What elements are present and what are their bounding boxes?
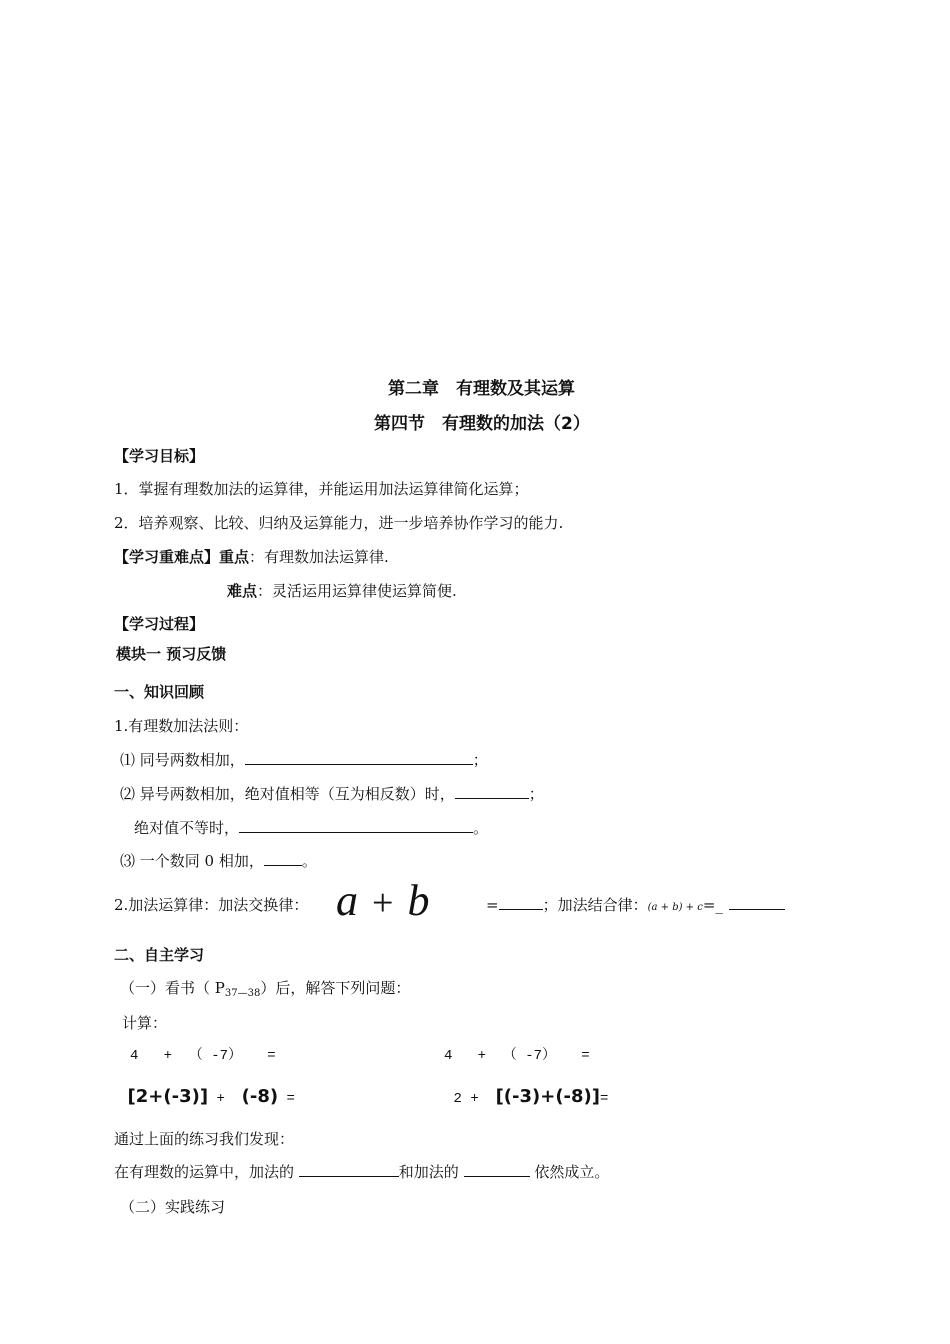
rule1-line: [120, 749, 488, 770]
self-study-heading: 二、自主学习: [114, 946, 205, 964]
conclusion-suffix: 依然成立。: [529, 1163, 610, 1181]
right-calc-1: 4 + （ -7） =: [444, 1048, 590, 1064]
part1-prefix: （一）看书（ P: [120, 979, 225, 997]
keypoints-heading: 【学习重难点】: [114, 548, 220, 566]
rule2b-blank[interactable]: [239, 817, 473, 833]
rule2-prefix: ⑵ 异号两数相加，绝对值相等（互为相反数）时，: [120, 785, 455, 803]
conclusion-mid: 和加法的: [398, 1163, 464, 1181]
rule2-blank[interactable]: [455, 783, 529, 799]
left-term: (-8): [241, 1086, 279, 1107]
rule1-prefix: ⑴ 同号两数相加，: [120, 751, 245, 769]
left-bracket-expr: [2+(-3)]: [127, 1086, 209, 1107]
rule2-suffix: ；: [528, 785, 544, 803]
difficulty-label: 难点: [227, 582, 258, 600]
left-calc-1: 4 + （ -7） =: [130, 1048, 276, 1064]
rule3-blank[interactable]: [264, 850, 302, 866]
part1-suffix: ）后，解答下列问题：: [260, 979, 411, 997]
conclusion-prefix: 在有理数的运算中，加法的: [114, 1163, 299, 1181]
part1-pages: 37—38: [224, 988, 261, 999]
rule2b-line: [134, 817, 488, 838]
focus-label: 重点: [219, 548, 250, 566]
left-plus: +: [208, 1091, 242, 1107]
assoc-blank[interactable]: [729, 894, 785, 910]
rule2-line: [120, 783, 544, 804]
rule2b-prefix: 绝对值不等时，: [134, 819, 240, 837]
commutative-formula: [336, 875, 431, 926]
rule3-line: [120, 850, 317, 871]
calc-label: 计算：: [122, 1014, 168, 1032]
module-title: 模块一 预习反馈: [116, 645, 227, 663]
conclusion-line: [114, 1161, 609, 1182]
conclusion-blank-2[interactable]: [464, 1161, 530, 1177]
part2-line: （二）实践练习: [120, 1198, 226, 1216]
goal-item-2: 2．培养观察、比较、归纳及运算能力，进一步培养协作学习的能力.: [114, 514, 564, 532]
laws-tail: [486, 894, 785, 915]
right-bracket-expr: [(-3)+(-8)]: [495, 1086, 600, 1107]
focus-line: [114, 546, 389, 567]
rule3-suffix: 。: [301, 852, 317, 870]
section-title: 第四节 有理数的加法（2）: [374, 414, 590, 434]
math-a: a: [336, 876, 360, 925]
chapter-title: 第二章 有理数及其运算: [388, 379, 575, 399]
math-plus: +: [372, 882, 396, 924]
rule1-blank[interactable]: [245, 749, 473, 765]
focus-text: ：有理数加法运算律.: [249, 548, 389, 566]
goal-item-1: 1．掌握有理数加法的运算律，并能运用加法运算律简化运算；: [114, 480, 529, 498]
part1-line: [120, 977, 410, 999]
process-heading: 【学习过程】: [114, 615, 205, 633]
laws-prefix: 2.加法运算律：加法交换律：: [114, 896, 309, 914]
rule1-suffix: ；: [472, 751, 488, 769]
right-calc-2: [444, 1068, 608, 1107]
laws-eq: =: [486, 896, 499, 914]
right-eq: =: [600, 1091, 609, 1107]
right-prefix: 2 +: [453, 1091, 496, 1107]
math-b: b: [407, 876, 432, 925]
assoc-formula: (a + b) + c: [647, 902, 703, 913]
left-eq: =: [278, 1091, 295, 1107]
goals-heading: 【学习目标】: [114, 447, 205, 465]
left-calc-2: [118, 1068, 295, 1107]
laws-mid: ；加法结合律：: [542, 896, 648, 914]
rule-title: 1.有理数加法法则：: [114, 717, 249, 735]
review-heading: 一、知识回顾: [114, 683, 205, 701]
conclusion-blank-1[interactable]: [299, 1161, 399, 1177]
commutative-blank[interactable]: [499, 894, 543, 910]
rule3-prefix: ⑶ 一个数同 0 相加，: [120, 852, 264, 870]
difficulty-line: [227, 580, 457, 601]
rule2b-suffix: 。: [473, 819, 489, 837]
difficulty-text: ：灵活运用运算律使运算简便.: [257, 582, 457, 600]
assoc-eq: =_: [702, 896, 723, 914]
discover-line: 通过上面的练习我们发现：: [114, 1130, 295, 1148]
